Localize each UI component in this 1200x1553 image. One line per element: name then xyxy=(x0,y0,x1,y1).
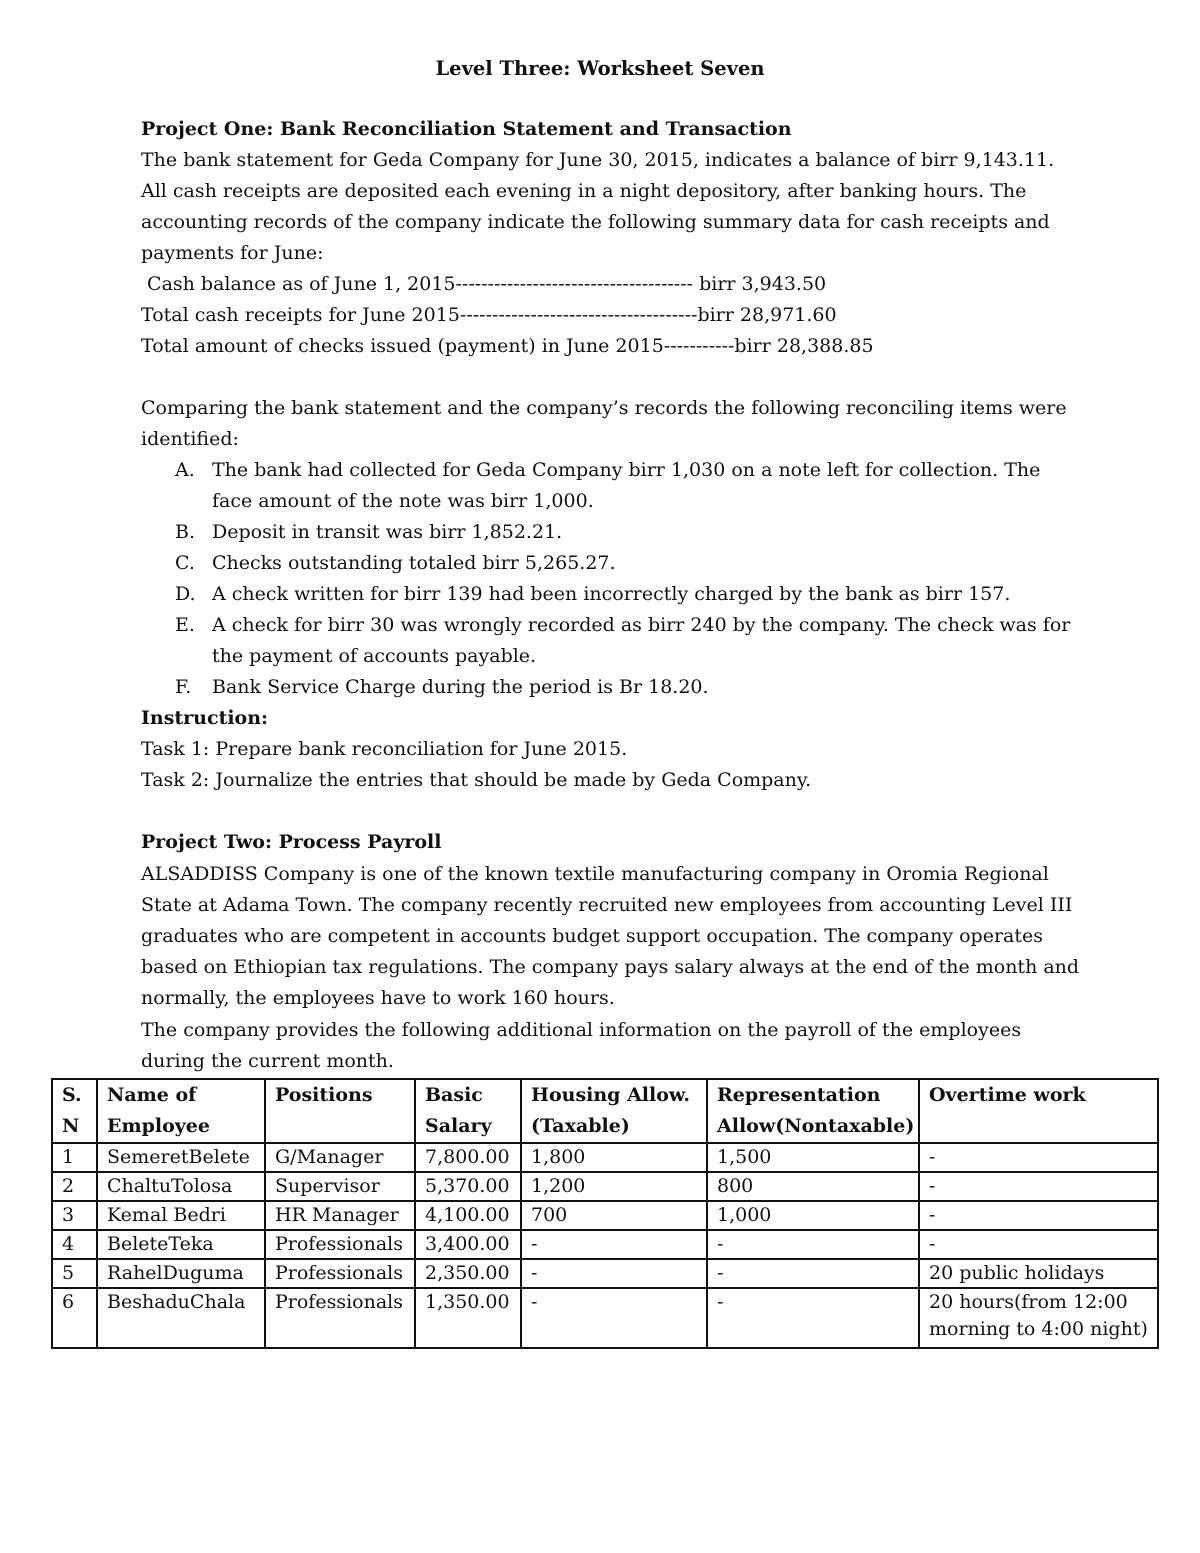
cell-position: Supervisor xyxy=(265,1172,415,1201)
header-name: Name of Employee xyxy=(97,1079,265,1143)
cell-housing: 1,800 xyxy=(521,1143,707,1172)
cell-representation: - xyxy=(707,1230,919,1259)
cell-overtime: - xyxy=(919,1172,1158,1201)
table-row xyxy=(52,1230,1158,1259)
body-line: during the current month. xyxy=(141,1050,394,1072)
body-line: State at Adama Town. The company recently recruited new employees from accounting Level III xyxy=(141,894,1073,916)
item-text: Deposit in transit was birr 1,852.21. xyxy=(212,521,563,543)
cell-sn: 4 xyxy=(52,1230,97,1259)
cell-housing: - xyxy=(521,1230,707,1259)
header-housing-allowance: Housing Allow. (Taxable) xyxy=(521,1079,707,1143)
item-letter: F. xyxy=(175,676,192,698)
cell-representation: 800 xyxy=(707,1172,919,1201)
body-line: The company provides the following additional information on the payroll of the employees xyxy=(141,1019,1022,1041)
item-text: Checks outstanding totaled birr 5,265.27. xyxy=(212,552,616,574)
cell-name: BeshaduChala xyxy=(97,1288,265,1348)
comparing-line: identified: xyxy=(141,428,239,450)
summary-checks-issued: Total amount of checks issued (payment) in June 2015-----------birr 28,388.85 xyxy=(141,335,874,357)
cell-sn: 1 xyxy=(52,1143,97,1172)
summary-cash-balance: Cash balance as of June 1, 2015------------------------------------- birr 3,943.50 xyxy=(141,273,827,295)
table-row xyxy=(52,1172,1158,1201)
cell-overtime: - xyxy=(919,1201,1158,1230)
cell-position: Professionals xyxy=(265,1288,415,1348)
table-row xyxy=(52,1259,1158,1288)
item-letter: A. xyxy=(175,459,195,481)
cell-sn: 5 xyxy=(52,1259,97,1288)
cell-sn: 2 xyxy=(52,1172,97,1201)
cell-representation: 1,500 xyxy=(707,1143,919,1172)
cell-position: Professionals xyxy=(265,1230,415,1259)
cell-overtime: 20 public holidays xyxy=(919,1259,1158,1288)
cell-representation: - xyxy=(707,1288,919,1348)
item-letter: B. xyxy=(175,521,196,543)
cell-position: HR Manager xyxy=(265,1201,415,1230)
item-letter: E. xyxy=(175,614,195,636)
cell-housing: - xyxy=(521,1259,707,1288)
cell-basic-salary: 4,100.00 xyxy=(415,1201,521,1230)
cell-basic-salary: 7,800.00 xyxy=(415,1143,521,1172)
cell-representation: 1,000 xyxy=(707,1201,919,1230)
header-overtime: Overtime work xyxy=(919,1079,1158,1143)
cell-sn: 3 xyxy=(52,1201,97,1230)
item-text: A check written for birr 139 had been incorrectly charged by the bank as birr 157. xyxy=(212,583,1011,605)
cell-basic-salary: 2,350.00 xyxy=(415,1259,521,1288)
cell-name: Kemal Bedri xyxy=(97,1201,265,1230)
cell-overtime: - xyxy=(919,1143,1158,1172)
intro-line: All cash receipts are deposited each evening in a night depository, after banking hours. The xyxy=(141,180,1027,202)
item-text: the payment of accounts payable. xyxy=(212,645,537,667)
cell-housing: 1,200 xyxy=(521,1172,707,1201)
table-row xyxy=(52,1143,1158,1172)
table-header-row xyxy=(52,1079,1158,1143)
header-position: Positions xyxy=(265,1079,415,1143)
table-row xyxy=(52,1288,1158,1348)
cell-name: BeleteTeka xyxy=(97,1230,265,1259)
header-representation-allowance: Representation Allow(Nontaxable) xyxy=(707,1079,919,1143)
item-text: face amount of the note was birr 1,000. xyxy=(212,490,594,512)
payroll-table xyxy=(51,1078,1159,1349)
item-letter: C. xyxy=(175,552,195,574)
instruction-label: Instruction: xyxy=(141,707,269,729)
project-one-heading: Project One: Bank Reconciliation Statement and Transaction xyxy=(141,118,792,140)
cell-basic-salary: 1,350.00 xyxy=(415,1288,521,1348)
cell-overtime: 20 hours(from 12:00 morning to 4:00 night) xyxy=(919,1288,1158,1348)
body-line: graduates who are competent in accounts budget support occupation. The company operates xyxy=(141,925,1043,947)
body-line: normally, the employees have to work 160 hours. xyxy=(141,987,615,1009)
intro-line: The bank statement for Geda Company for June 30, 2015, indicates a balance of birr 9,143.11. xyxy=(141,149,1055,171)
cell-housing: 700 xyxy=(521,1201,707,1230)
item-text: A check for birr 30 was wrongly recorded as birr 240 by the company. The check was for xyxy=(212,614,1071,636)
cell-name: ChaltuTolosa xyxy=(97,1172,265,1201)
cell-basic-salary: 5,370.00 xyxy=(415,1172,521,1201)
task-line: Task 2: Journalize the entries that should be made by Geda Company. xyxy=(141,769,812,791)
cell-name: SemeretBelete xyxy=(97,1143,265,1172)
body-line: ALSADDISS Company is one of the known textile manufacturing company in Oromia Regional xyxy=(141,863,1049,885)
cell-representation: - xyxy=(707,1259,919,1288)
comparing-line: Comparing the bank statement and the company’s records the following reconciling items were xyxy=(141,397,1067,419)
cell-basic-salary: 3,400.00 xyxy=(415,1230,521,1259)
header-basic-salary: Basic Salary xyxy=(415,1079,521,1143)
item-text: The bank had collected for Geda Company birr 1,030 on a note left for collection. The xyxy=(212,459,1041,481)
intro-line: accounting records of the company indicate the following summary data for cash receipts and xyxy=(141,211,1050,233)
cell-name: RahelDuguma xyxy=(97,1259,265,1288)
intro-line: payments for June: xyxy=(141,242,324,264)
header-sn: S. N xyxy=(52,1079,97,1143)
cell-position: Professionals xyxy=(265,1259,415,1288)
cell-housing: - xyxy=(521,1288,707,1348)
item-text: Bank Service Charge during the period is Br 18.20. xyxy=(212,676,709,698)
page-title: Level Three: Worksheet Seven xyxy=(435,57,765,80)
table-row xyxy=(52,1201,1158,1230)
cell-position: G/Manager xyxy=(265,1143,415,1172)
project-two-heading: Project Two: Process Payroll xyxy=(141,831,442,853)
task-line: Task 1: Prepare bank reconciliation for June 2015. xyxy=(141,738,628,760)
cell-sn: 6 xyxy=(52,1288,97,1348)
body-line: based on Ethiopian tax regulations. The company pays salary always at the end of the month and xyxy=(141,956,1080,978)
summary-cash-receipts: Total cash receipts for June 2015-------------------------------------birr 28,971.60 xyxy=(141,304,837,326)
cell-overtime: - xyxy=(919,1230,1158,1259)
item-letter: D. xyxy=(175,583,196,605)
